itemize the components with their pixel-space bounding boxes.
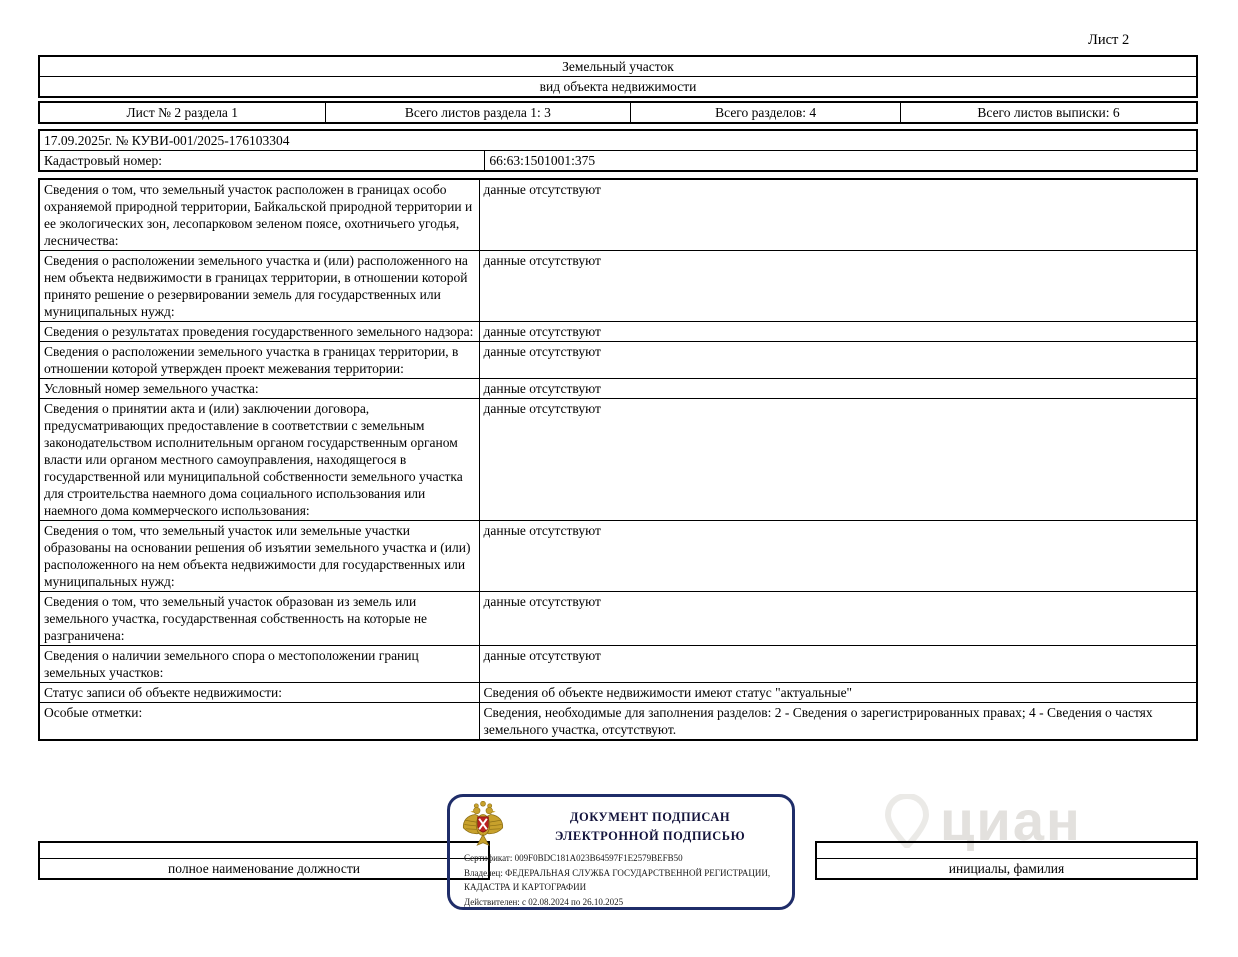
detail-label: Сведения о том, что земельный участок расположен в границах особо охраняемой природной территории, Байкальской природной территории и ее экологических зон, лесопарковом зеленом поясе, охотничьего угодья, лесничества:: [39, 179, 479, 251]
detail-label: Сведения о расположении земельного участка в границах территории, в отношении которой утвержден проект межевания территории:: [39, 342, 479, 379]
details-table: [38, 178, 1198, 741]
detail-label: Сведения о наличии земельного спора о местоположении границ земельных участков:: [39, 646, 479, 683]
doc-info-table: [38, 129, 1198, 172]
detail-label: Условный номер земельного участка:: [39, 379, 479, 399]
table-row: [39, 342, 1197, 379]
detail-label: Сведения о том, что земельный участок или земельные участки образованы на основании решения об изъятии земельного участка и (или) расположенного на нем объекта недвижимости для государственных или муниципальных нужд:: [39, 521, 479, 592]
detail-label: Статус записи об объекте недвижимости:: [39, 683, 479, 703]
initials-caption: инициалы, фамилия: [816, 858, 1197, 879]
table-row: [39, 592, 1197, 646]
stamp-owner: Владелец: ФЕДЕРАЛЬНАЯ СЛУЖБА ГОСУДАРСТВЕННОЙ РЕГИСТРАЦИИ, КАДАСТРА И КАРТОГРАФИИ: [464, 867, 771, 892]
doc-date-number: 17.09.2025г. № КУВИ-001/2025-176103304: [39, 130, 1197, 151]
table-row: [39, 399, 1197, 521]
signature-left-empty-cell: [39, 842, 489, 858]
cadastral-number-value: 66:63:1501001:375: [485, 151, 1197, 172]
detail-label: Сведения о результатах проведения государственного земельного надзора:: [39, 322, 479, 342]
signature-right-empty-cell: [816, 842, 1197, 858]
sheet-number-cell: Лист № 2 раздела 1: [39, 102, 325, 123]
detail-value: Сведения об объекте недвижимости имеют статус "актуальные": [479, 683, 1197, 703]
table-row: [39, 179, 1197, 251]
sheet-counts-table: [38, 101, 1198, 124]
object-type-table: [38, 55, 1198, 98]
detail-value: данные отсутствуют: [479, 322, 1197, 342]
cadastral-number-label: Кадастровый номер:: [39, 151, 485, 172]
table-row: [39, 379, 1197, 399]
sheet-number-label: Лист 2: [1088, 32, 1130, 48]
detail-value: данные отсутствуют: [479, 251, 1197, 322]
detail-value: данные отсутствуют: [479, 342, 1197, 379]
watermark-pin-icon: [884, 794, 930, 848]
detail-label: Сведения о расположении земельного участка и (или) расположенного на нем объекта недвижимости в границах территории, в отношении которой принято решение о резервировании земель для государственных или муниципальных нужд:: [39, 251, 479, 322]
detail-value: Сведения, необходимые для заполнения разделов: 2 - Сведения о зарегистрированных правах; 4 - Сведения о частях земельного участка, отсутствуют.: [479, 703, 1197, 741]
detail-value: данные отсутствуют: [479, 379, 1197, 399]
object-type-caption: вид объекта недвижимости: [39, 77, 1197, 98]
detail-value: данные отсутствуют: [479, 179, 1197, 251]
table-row: [39, 703, 1197, 741]
detail-label: Сведения о принятии акта и (или) заключении договора, предусматривающих предоставление в соответствии с земельным законодательством исполнительным органом государственным органом власти или органом местного самоуправления, находящегося в государственной или муниципальной собственности земельного участка для строительства наемного дома социального использования или наемного дома коммерческого использования:: [39, 399, 479, 521]
detail-value: данные отсутствуют: [479, 521, 1197, 592]
position-caption: полное наименование должности: [39, 858, 489, 879]
detail-label: Сведения о том, что земельный участок образован из земель или земельного участка, государственная собственность на которые не разграничена:: [39, 592, 479, 646]
detail-value: данные отсутствуют: [479, 592, 1197, 646]
signature-left-table: [38, 841, 490, 880]
sections-total-cell: Всего разделов: 4: [631, 102, 901, 123]
stamp-title-line1: ДОКУМЕНТ ПОДПИСАН: [569, 810, 731, 824]
stamp-validity: Действителен: с 02.08.2024 по 26.10.2025: [464, 896, 624, 907]
table-row: [39, 322, 1197, 342]
signature-right-table: [815, 841, 1198, 880]
table-row: [39, 683, 1197, 703]
detail-value: данные отсутствуют: [479, 399, 1197, 521]
section-sheets-total-cell: Всего листов раздела 1: 3: [325, 102, 631, 123]
detail-label: Особые отметки:: [39, 703, 479, 741]
extract-sheets-total-cell: Всего листов выписки: 6: [901, 102, 1197, 123]
digital-signature-stamp: [447, 794, 795, 910]
watermark-text: циан: [940, 789, 1082, 852]
table-row: [39, 646, 1197, 683]
object-type-value: Земельный участок: [39, 56, 1197, 77]
stamp-certificate: Сертификат: 009F0BDC181A023B64597F1E2579BEFB50: [464, 853, 683, 863]
detail-value: данные отсутствуют: [479, 646, 1197, 683]
rosreestr-eagle-icon: [460, 801, 506, 849]
table-row: [39, 251, 1197, 322]
table-row: [39, 521, 1197, 592]
stamp-title-line2: ЭЛЕКТРОННОЙ ПОДПИСЬЮ: [554, 829, 746, 843]
